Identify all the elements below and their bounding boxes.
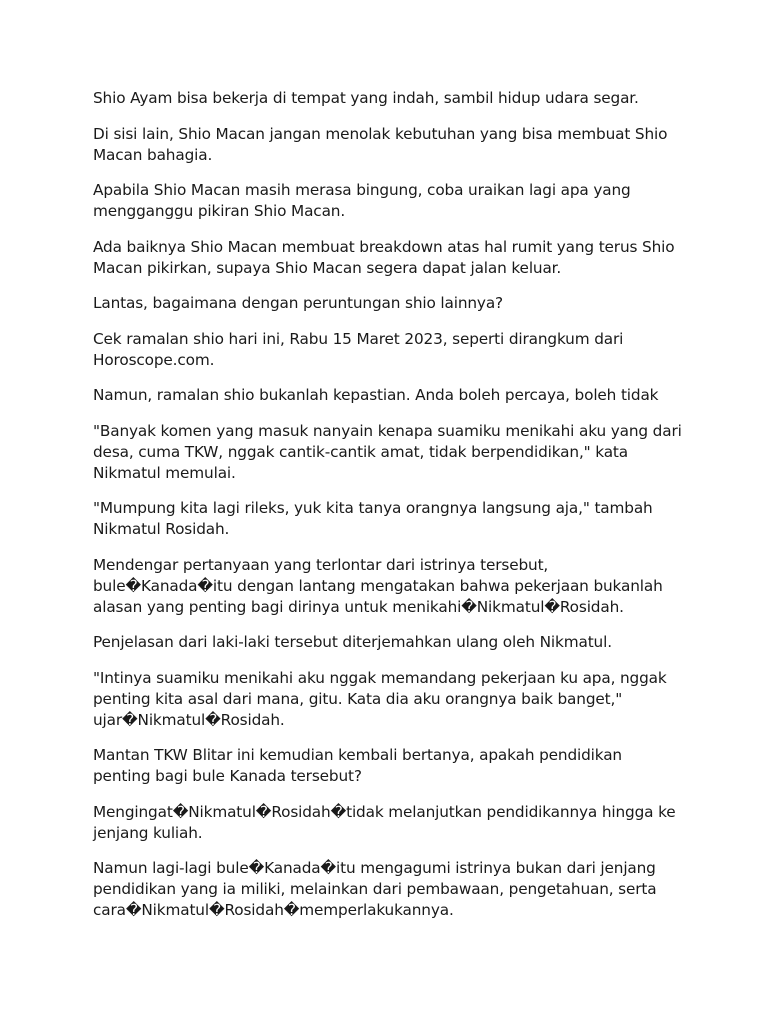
paragraph-4: Ada baiknya Shio Macan membuat breakdown atas hal rumit yang terus Shio Macan pikirkan, supaya Shio Macan segera dapat jalan keluar. — [93, 237, 675, 277]
paragraph-3: Apabila Shio Macan masih merasa bingung, coba uraikan lagi apa yang mengganggu pikiran Shio Macan. — [93, 181, 631, 220]
paragraph-6: Cek ramalan shio hari ini, Rabu 15 Maret 2023, seperti dirangkum dari Horoscope.com. — [93, 329, 624, 369]
paragraph-13: Mantan TKW Blitar ini kemudian kembali bertanya, apakah pendidikan penting bagi bule Kanada tersebut? — [93, 746, 622, 785]
paragraph-2: Di sisi lain, Shio Macan jangan menolak kebutuhan yang bisa membuat Shio Macan bahagia. — [93, 124, 668, 164]
paragraph-15: Namun lagi-lagi bule�Kanada�itu mengagumi istrinya bukan dari jenjang pendidikan yang ia miliki, melainkan dari pembawaan, pengetahuan, serta cara�Nikmatul�Rosidah�memperlakukannya. — [93, 859, 657, 919]
paragraph-9: "Mumpung kita lagi rileks, yuk kita tanya orangnya langsung aja," tambah Nikmatul Rosidah. — [93, 499, 653, 538]
paragraph-8: "Banyak komen yang masuk nanyain kenapa suamiku menikahi aku yang dari desa, cuma TKW, nggak cantik-cantik amat, tidak berpendidikan," kata Nikmatul memulai. — [93, 421, 682, 482]
paragraph-1: Shio Ayam bisa bekerja di tempat yang indah, sambil hidup udara segar. — [93, 89, 639, 107]
paragraph-14: Mengingat�Nikmatul�Rosidah�tidak melanjutkan pendidikannya hingga ke jenjang kuliah. — [93, 802, 676, 842]
article-body — [93, 88, 683, 936]
paragraph-11: Penjelasan dari laki-laki tersebut diterjemahkan ulang oleh Nikmatul. — [93, 633, 612, 651]
paragraph-5: Lantas, bagaimana dengan peruntungan shio lainnya? — [93, 294, 504, 312]
paragraph-7: Namun, ramalan shio bukanlah kepastian. Anda boleh percaya, boleh tidak — [93, 386, 659, 404]
paragraph-12: "Intinya suamiku menikahi aku nggak memandang pekerjaan ku apa, nggak penting kita asal dari mana, gitu. Kata dia aku orangnya baik banget," ujar�Nikmatul�Rosidah. — [93, 668, 667, 729]
paragraph-10: Mendengar pertanyaan yang terlontar dari istrinya tersebut, bule�Kanada�itu dengan lantang mengatakan bahwa pekerjaan bukanlah alasan yang penting bagi dirinya untuk menikahi�Nikmatul�Rosidah. — [93, 555, 663, 616]
